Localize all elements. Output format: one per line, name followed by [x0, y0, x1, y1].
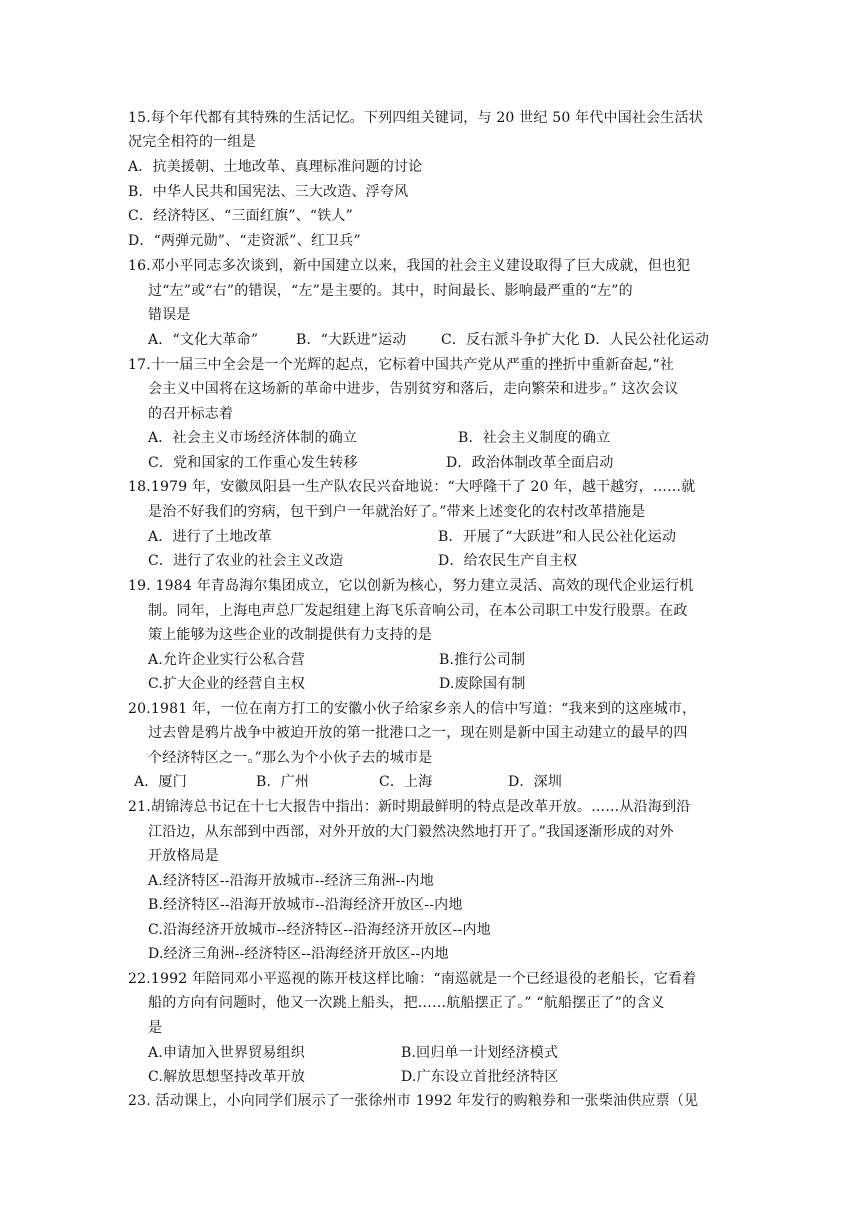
question-stem-text: 活动课上，小向同学们展示了一张徐州市 1992 年发行的购粮券和一张柴油供应票（见 [155, 1093, 699, 1109]
question-19-stem-line-3 [148, 623, 432, 647]
question-stem-text: 江沿边，从东部到中西部，对外开放的大门毅然决然地打开了。”我国逐渐形成的对外 [148, 824, 674, 840]
question-21-stem-line-1 [128, 795, 690, 819]
question-22-stem-line-2 [148, 991, 665, 1015]
question-number: 18. [128, 479, 151, 495]
question-number: 17. [128, 357, 151, 373]
question-number: 19. [128, 578, 151, 594]
question-22-options-row-1 [148, 1041, 708, 1065]
question-number: 20. [128, 701, 151, 717]
option-c-text: C．反右派斗争扩大化 [441, 332, 580, 348]
option-d-text: D．深圳 [508, 774, 563, 790]
question-number: 22. [128, 971, 151, 987]
question-15-option-b [128, 180, 408, 204]
question-number: 16. [128, 258, 151, 274]
question-15-option-a [128, 155, 422, 179]
question-stem-text: 错误是 [148, 307, 191, 323]
question-number: 23. [128, 1093, 151, 1109]
option-a-text: A．进行了土地改革 [148, 529, 272, 545]
option-a-text: A．社会主义市场经济体制的确立 [148, 430, 358, 446]
option-text: C.沿海经济开放城市--经济特区--沿海经济开放区--内地 [148, 922, 491, 938]
question-18-options-row-2 [148, 549, 728, 573]
option-a-text: A.申请加入世界贸易组织 [148, 1045, 305, 1061]
question-stem-text: 每个年代都有其特殊的生活记忆。下列四组关键词，与 20 世纪 50 年代中国社会生活状 [150, 110, 703, 126]
question-22-options-row-2 [148, 1065, 708, 1089]
question-17-stem-line-1 [128, 353, 674, 377]
question-number: 21. [128, 799, 151, 815]
question-16-stem-line-1 [128, 254, 690, 278]
question-19-stem-line-1 [128, 574, 694, 598]
question-21-option-d [148, 942, 449, 966]
option-text: D．“两弹元勋”、“走资派”、红卫兵” [128, 233, 361, 249]
question-20-stem-line-1 [128, 697, 696, 721]
question-stem-text: 十一届三中全会是一个光辉的起点，它标着中国共产党从严重的挫折中重新奋起,“社 [150, 357, 675, 373]
question-19-options-row-2 [148, 672, 708, 696]
option-d-text: D．人民公社化运动 [584, 332, 710, 348]
option-text: C．经济特区、“三面红旗”、“铁人” [128, 208, 353, 224]
question-stem-text: 是治不好我们的穷病，包干到户一年就治好了。”带来上述变化的农村改革措施是 [148, 504, 646, 520]
question-15-option-d [128, 229, 361, 253]
question-18-options-row-1 [148, 525, 728, 549]
question-15-option-c [128, 204, 353, 228]
question-16-stem-line-3 [148, 303, 191, 327]
question-stem-text: 胡锦涛总书记在十七大报告中指出：新时期最鲜明的特点是改革开放。……从沿海到沿 [150, 799, 691, 815]
question-stem-text: 邓小平同志多次谈到，新中国建立以来，我国的社会主义建设取得了巨大成就，但也犯 [150, 258, 691, 274]
option-text: A.经济特区--沿海开放城市--经济三角洲--内地 [148, 873, 434, 889]
question-19-stem-line-2 [148, 599, 688, 623]
question-22-stem-line-1 [128, 967, 696, 991]
option-c-text: C．党和国家的工作重心发生转移 [148, 455, 358, 471]
option-a-text: A．厦门 [134, 774, 187, 790]
question-16-options-row [148, 328, 728, 352]
option-c-text: C.解放思想坚持改革开放 [148, 1069, 306, 1085]
question-stem-text: 过去曾是鸦片战争中被迫开放的第一批港口之一，现在则是新中国主动建立的最早的四 [148, 725, 688, 741]
option-b-text: B．“大跃进”运动 [296, 332, 407, 348]
option-text: B．中华人民共和国宪法、三大改造、浮夸风 [128, 184, 409, 200]
question-stem-text: 策上能够为这些企业的改制提供有力支持的是 [148, 627, 432, 643]
option-d-text: D．政治体制改革全面启动 [446, 455, 614, 471]
question-21-option-b [148, 893, 463, 917]
question-stem-text: 是 [148, 1020, 163, 1036]
option-b-text: B.推行公司制 [439, 652, 526, 668]
question-stem-text: 1984 年青岛海尔集团成立，它以创新为核心，努力建立灵活、高效的现代企业运行机 [155, 578, 694, 594]
question-stem-text: 1979 年，安徽凤阳县一生产队农民兴奋地说：“大呼隆干了 20 年，越干越穷，……就 [150, 479, 696, 495]
question-stem-text: 开放格局是 [148, 848, 219, 864]
question-23-stem-line-1 [128, 1089, 698, 1113]
option-a-text: A.允许企业实行公私合营 [148, 652, 305, 668]
question-16-stem-line-2 [148, 279, 633, 303]
option-text: B.经济特区--沿海开放城市--沿海经济开放区--内地 [148, 897, 463, 913]
question-number: 15. [128, 110, 151, 126]
option-c-text: C．上海 [379, 774, 433, 790]
question-17-options-row-2 [148, 451, 708, 475]
question-15-stem-line-1 [128, 106, 703, 130]
question-18-stem-line-2 [148, 500, 645, 524]
question-stem-text: 1981 年，一位在南方打工的安徽小伙子给家乡亲人的信中写道：“我来到的这座城市， [150, 701, 697, 717]
question-15-stem-line-2 [128, 130, 256, 154]
option-d-text: D.废除国有制 [439, 676, 526, 692]
option-c-text: C．进行了农业的社会主义改造 [148, 553, 344, 569]
question-stem-text: 制。同年，上海电声总厂发起组建上海飞乐音响公司，在本公司职工中发行股票。在政 [148, 603, 688, 619]
question-18-stem-line-1 [128, 475, 695, 499]
question-17-options-row-1 [148, 426, 708, 450]
question-21-option-a [148, 869, 434, 893]
question-20-stem-line-3 [148, 746, 432, 770]
option-a-text: A．“文化大革命” [148, 332, 259, 348]
question-22-stem-line-3 [148, 1016, 162, 1040]
option-text: A．抗美援朝、土地改革、真理标准问题的讨论 [128, 159, 423, 175]
question-20-stem-line-2 [148, 721, 688, 745]
question-stem-text: 会主义中国将在这场新的革命中进步，告别贫穷和落后，走向繁荣和进步。” 这次会议 [148, 381, 679, 397]
question-stem-text: 1992 年陪同邓小平巡视的陈开枝这样比喻：“南巡就是一个已经退役的老船长，它看着 [150, 971, 697, 987]
question-19-options-row-1 [148, 648, 708, 672]
question-20-options-row [134, 770, 614, 794]
question-21-stem-line-2 [148, 820, 674, 844]
question-21-stem-line-3 [148, 844, 219, 868]
question-17-stem-line-3 [148, 402, 233, 426]
option-b-text: B．开展了“大跃进”和人民公社化运动 [438, 529, 677, 545]
question-17-stem-line-2 [148, 377, 678, 401]
option-b-text: B.回归单一计划经济模式 [401, 1045, 559, 1061]
question-stem-text: 个经济特区之一。”那么为个小伙子去的城市是 [148, 750, 433, 766]
question-21-option-c [148, 918, 491, 942]
option-d-text: D.广东设立首批经济特区 [401, 1069, 559, 1085]
option-b-text: B．社会主义制度的确立 [458, 430, 611, 446]
question-stem-text: 的召开标志着 [148, 406, 234, 422]
question-stem-text: 过“左”或“右”的错误，“左”是主要的。其中，时间最长、影响最严重的“左”的 [148, 283, 633, 299]
question-stem-text: 船的方向有问题时，他又一次跳上船头，把……航船摆正了。” “航船摆正了”的含义 [148, 995, 665, 1011]
option-d-text: D．给农民生产自主权 [438, 553, 578, 569]
question-stem-text: 况完全相符的一组是 [128, 134, 256, 150]
option-c-text: C.扩大企业的经营自主权 [148, 676, 306, 692]
option-text: D.经济三角洲--经济特区--沿海经济开放区--内地 [148, 946, 449, 962]
option-b-text: B．广州 [256, 774, 310, 790]
